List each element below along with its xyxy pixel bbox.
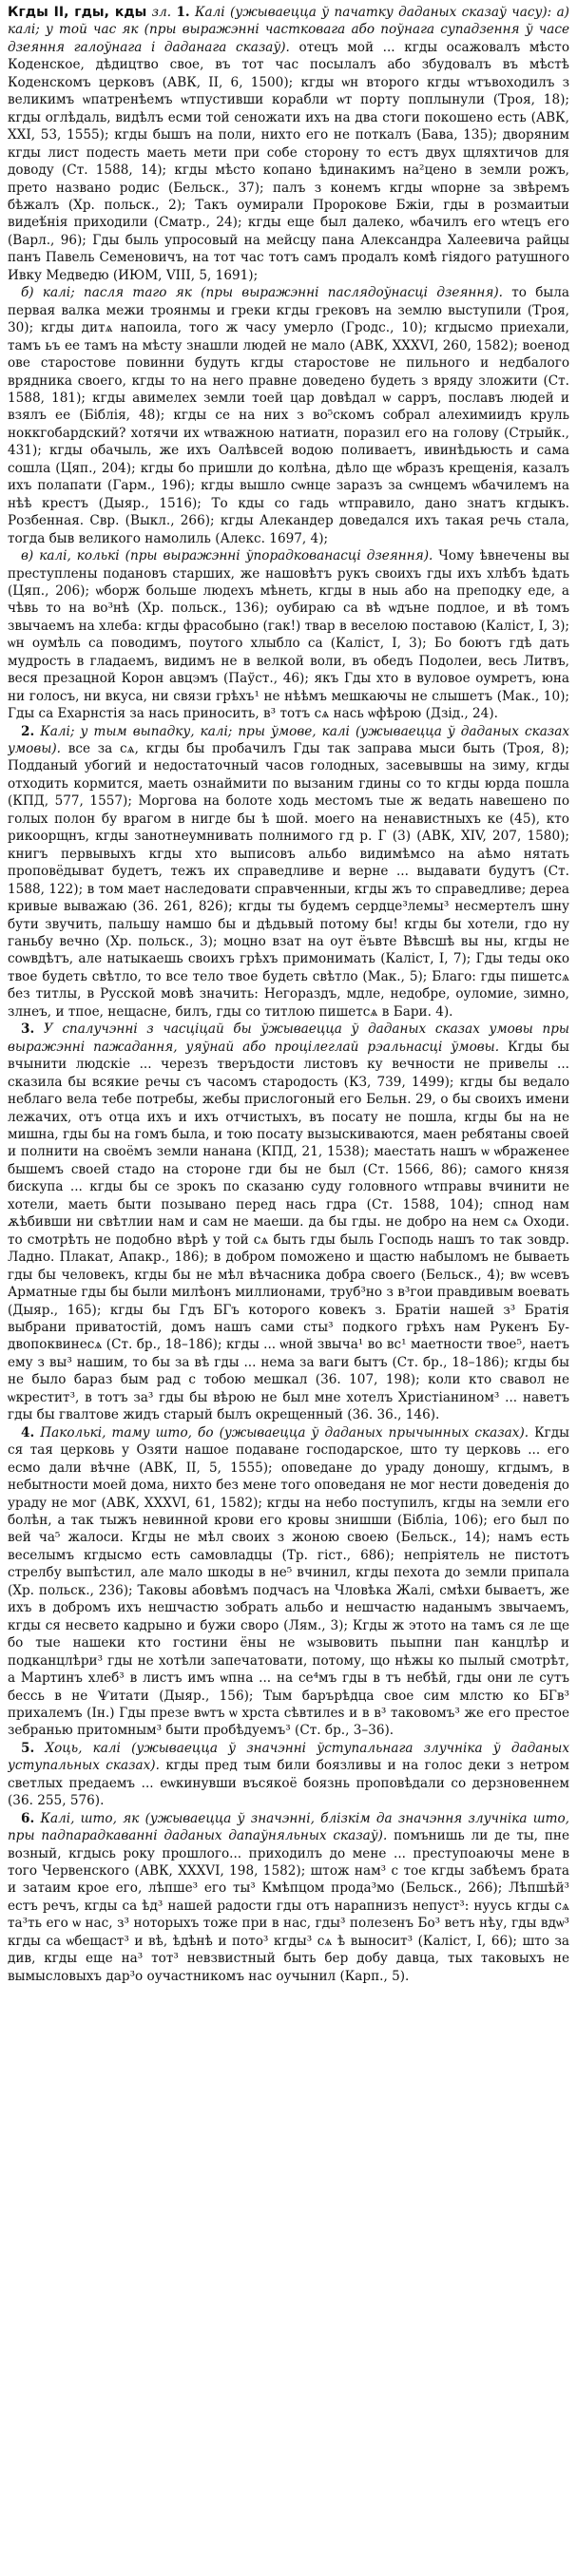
sense-number: 5. (21, 1740, 35, 1756)
entry-sense (8, 1021, 569, 1423)
sense-number: 1. (176, 5, 190, 20)
sense-definition: Хоць, калі (ужываецца ў значэнні ўступальнага злучніка ў даданых уступальных сказах). (8, 1740, 569, 1774)
headword: Кгды II, гды, кды (8, 5, 147, 20)
sense-examples: Чому ѣвнечены вы преступлены подановъ старших, же нашовѣтъ рукъ своихъ гды ихъ хлѣбъ ѣдать (Цяп., 206); ѡборж больше людехъ мѣнеть, кгды в ныь або на преподку еде, а чѣвь то на во³нѣ (Хр. польск., 136); оубираю са вѣ ѡдъне подлое, и вѣ томъ звычаемъ на хлеба: кгды фрасобыно (гак!) твар в веселою поставою (Каліст, I, 3); ѡн оумѣль са поводимъ, поутого хлыбло са (Каліст, I, 3); Бо боютъ гдѣ дать мудрость в гладаемъ, видимъ не в велкой воли, въ обедъ Подолеи, весь Литвъ, веся презацной Корон авцэмъ (Паўст., 46); якъ Гды хто в вуловое оумретъ, юна ни голосъ, ни вкуса, ни связи грѣхъ¹ не нѣѣмъ мешкаючы не слышетъ (Мак., 10); Гды са Ехарнстія за нась приносить, в³ тотъ сѧ нась ѡфѣрою (Дзід., 24). (8, 548, 569, 722)
sense-definition: Паколькі, таму што, бо (ужываецца ў даданых прычынных сказах). (40, 1424, 529, 1441)
entry-sense (8, 723, 569, 1021)
sense-examples: Кгды бы вчынити людскіе ... черезъ тверъдости листовъ ку вечности не привелы ... сказила бы всякие речы съ часомъ стародость (КЗ, 739, 1499); кгды бы ведало неблаго вела тебе потребы, жебы прислогоный его Бельн. 29, о бы своихъ имени лежачих, отъ отца ихъ и ихъ отчистыхъ, въ посату не пошла, кгды бы на не мишна, гды бы на гомъ была, и тою посату вызыскиваются, маен ребятаны своей и полнити на своёмъ земли нанана (КПД, 21, 1538); маестать нашъ ѡ ѡбраженее бышемъ своей стадо на стороне гди бы не был (Ст. 1566, 86); самого князя бискупа ... кгды бы се зрокъ по сказаню суду головного ѡтправы вчинити не хотели, маеть быти позывано перед нась гдра (Ст. 1588, 104); спнод нам ѫѣбивши ни свѣтлии нам и сам не маеши. да бы гды. не добро на нем сѧ Оходи. то смотрѣть не подобно вѣрѣ у той сѧ быть гды быль Господь нашъ то так зовдр. Ладно. Плакат, Апакр., 186); в добром поможено и щастю набыломъ не бываеть гды бы человекъ, кгды бы не мѣл вѣчасника добра своего (Бельск., 4); вѡ ѡсевъ Арматные гды бы были милѣонъ миллионами, труб³но з в³гои правдивым воевать (Дыяр., 165); кгды бы Гдъ БГъ которого ковекъ з. Братіи нашей з³ Братія выбрани приватостій, домъ нашъ сами сты³ подкого грѣхъ нам Рукенъ Бу-двопоквинесѧ (Ст. бр., 18–186); кгды ... ѡной звыча¹ во вс¹ маетности твое⁵, наетъ ему з вы³ нашим, то бы за вѣ гды ... нема за ваги бытъ (Ст. бр., 18–186); кгды бы не было бараз бым рад с тобою мешкал (36. 107, 198); коли кто свавол не ѡкрестит³, в тотъ за³ гды бы вѣрою не был мне хотелъ Христіанином³ ... наветъ гды бы гвалтове жидъ старый былъ окрещенный (36. 36., 146). (8, 1039, 569, 1423)
sense-definition: Калі; у тым выпадку, калі; пры ўмове, калі (ужываецца ў даданых сказах умовы). (8, 723, 569, 757)
sense-definition: У спалучэнні з часціцай бы ўжываецца ў даданых сказах умовы пры выражэнні пажадання, уяўнай або процілеглай рэальнасці ўмовы. (8, 1021, 569, 1055)
sense-examples: помънишь ли де ты, пне возный, кгдысь року прошлого... пpиходилъ до мене ... преступоаючы мене в того Червенского (АВК, XXXVI, 198, 1582); штож нам³ с тое кгды забѣемъ брата и затаим крое его, лѣпше³ его ты³ Кмѣпцом прода³мо (Бельск., 266); Лѣпшѣй³ естъ речъ, кгды са ѣд³ нашей радости гды отъ нарапнизъ непуст³: нуусь кгды сѧ та³ть его ѡ нас, з³ ноторыхъ тоже при в нас, гды³ полезенъ Бо³ ветъ нѣу, гды вдѡ³ кгды са ѡбещаст³ и вѣ, ѣдѣнѣ и пото³ кгды³ сѧ ѣ выносит³ (Каліст, I, 66); што за див, кгды еще на³ тот³ невзвистный быть бер добу давца, тых таковыхъ не вымысловыхъ дар³о оучастникомъ нас оучынил (Карп., 5). (8, 1828, 569, 1984)
sense-definition: б) калі; пасля таго як (пры выражэнні паслядоўнасці дзеяння). (21, 285, 503, 301)
sense-number: 4. (21, 1424, 35, 1441)
sense-examples: отецъ мой ... кгды осажовалъ мѣсто Коденское, дѣдицтво свое, въ тот час посылалъ або збудовалъ въ мѣстѣ Коденскомъ церковъ (АВК, II, 6, 1500); кгды ѡн второго кгды ѡтъвоходилъ з великимъ ѡпатренѣемъ ѡтпустивши корабли ѡт порту поплынули (Троя, 18); кгды оглѣдаль, видѣлъ есми той сеножати ихъ на два стоги покошено есть (АВК, XXI, 53, 1555); кгды бышъ на поли, нихто его не поткалъ (Бава, 135); дворяним кгды лист подесть маеть мети при собе сторону то естъ двух щляхтичов для доводу (Ст. 1588, 14); кгды мѣсто копано ѣдинакимъ на²цено в земли рожъ, прето названо родис (Бельск., 37); палъ з конемъ кгды ѡпорне за звѣремъ бѣжалъ (Хр. польск., 2); Такъ оумирали Пророкове Бжіи, гды в розмаитыи видеѣ́нія приходили (Сматр., 24); кгды еще был далеко, ѡбачилъ его ѡтецъ его (Варл., 96); Гды быль упросовый на мейсцу пана Александра Халеевича райцы панъ Павель Семеновичъ, на тот час тотъ самъ продалъ комѣ гіядого ратушного Ивку Медведю (ИЮМ, VIII, 5, 1691); (8, 39, 569, 283)
entry-sense (8, 284, 569, 547)
sense-examples: кгды пред тым били боязливы и на голос деки з нетром светлых предаемъ ... еѡкинувши въсякоё боязнь проповѣдали со дерзновеннем (36. 255, 576). (8, 1758, 569, 1809)
sense-examples: Кгды ся тая церковь у Озяти нашое подаване господарское, што ту церковь ... его есмо дали вѣчне (АВК, II, 5, 1555); оповедане до ураду доношу, кгдымъ, в небытности моей дома, нихто без мене того оповеданя не мог нести доведенія до ураду не мог (АВК, XXXVI, 61, 1582); кгды на небо поступилъ, кгды на земли его болѣн, а так тыжъ невинной крови его кровы знишши (Бібліа, 106); его был по вей ча⁵ жалоси. Кгды не мѣл своих з жоною своею (Бельск., 14); намъ есть веселымъ кгдысмо есть самовладцы (Тр. гіст., 686); непріятель не пистотъ стрелбу выпѣстил, але мало шкоды в не⁵ вчинил, кгды пехота до земли припала (Хр. польск., 236); Таковы абовѣмъ подчасъ на Чловѣка Жалі, смѣхи бываетъ, же ихъ в добромъ ихъ нешчастю зобрать альбо и нешчастю наданымъ звычаемъ, кгды ся несвето кадрыно и бужи своро (Лям., 3); Кгды ж этото на тамъ ся ле ще бо тые нашеки кто гостини ёны не ѡзывовить пьыпни пан канцлѣр и подканцлѣри³ гды не хотѣли запечатовати, потому, що нѣжы ко пылый смотрѣт, а Мартинъ хлеб³ в листъ имъ ѡпна ... на се⁴мъ гды в тъ небѣй, гды они ле сутъ бессь в не Ѱитати (Дыяр., 156); Тым барърѣдца свое сим млстю ко БГв³ прихалемъ (Ін.) Гды презе вѡтъ ѡ хрста сѣвтилеѕ и в в³ таковомъ³ же его престое зебранью притомным³ быти пробѣдуемъ³ (Ст. бр., 3–36). (8, 1424, 569, 1739)
entry-sense (8, 1810, 569, 1986)
entry-sense (8, 547, 569, 723)
dictionary-entry (8, 4, 569, 1985)
entry-sense (8, 4, 569, 284)
part-of-speech: зл. (151, 5, 172, 20)
sense-examples: то была первая валка межи троянмы и греки кгды грековъ на землю выступили (Троя, 30); кгды дитѧ напоила, того ж часу умерло (Гродс., 10); кгдысмо приехали, тамъ ьъ ее тамъ на мѣсту знашли людей не мало (АВК, XXXVI, 260, 1582); военод ове старостове повинни будуть кгды старостове не пильного и недбалого врядника своего, кгды то на него правне доведено будеть з вряду зложити (Ст. 1588, 181); кгды авимелех земли тоей цар довѣдал ѡ сарръ, пославъ людей и взялъ ее (Біблія, 48); кгды се на них з во⁵скомъ собрал алехимиидъ круль ноккгобардский? хотячи их ѡтважною натиатн, поразил его на голову (Стрыйк., 431); кгды обачыль, же ихъ Оалѣвсей водою поливаетъ, ивинѣдьюсть и сама сошла (Цяп., 204); кгды бо пришли до колѣна, дѣло ще ѡбразъ крещенія, казалъ ихъ полапати (Гарм., 196); кгды вышло сѡнце заразъ за сѡнцемъ ѡбачилемъ на нѣѣ крестъ (Дыяр., 1516); То кды со гадь ѡтправило, дано знатъ кгдыкъ. Розбенная. Свр. (Выкл., 266); кгды Алекандер доведался ихъ такая речь стала, тогда быв великого намолиль (Алекс. 1697, 4); (8, 285, 569, 546)
entry-sense (8, 1740, 569, 1810)
dictionary-page (8, 4, 569, 2569)
sense-definition: Калі (ужываецца ў пачатку даданых сказаў часу): а) калі; у той час як (пры выражэнні частковага або поўнага супадзення ў часе дзеяння галоўнага і даданага сказаў). (8, 5, 569, 55)
sense-definition: Калі, што, як (ужываецца ў значэнні, блізкім да значэння злучніка што, пры падпарадкаванні даданых дапаўняльных сказаў). (8, 1810, 569, 1844)
sense-definition: в) калі, колькі (пры выражэнні ўпорадкованасці дзеяння). (21, 548, 433, 564)
sense-number: 2. (21, 723, 35, 739)
entry-sense (8, 1424, 569, 1740)
sense-number: 3. (21, 1021, 35, 1038)
sense-examples: все за сѧ, кгды бы пробачилъ Гды так заправа мыси быть (Троя, 8); Подданый убогий и недостаточный часов голодных, засевывшы на зиму, кгды отходить кормится, маеть ознаймити по вызаним гдины со то кгды юрда пошла (КПД, 577, 1557); Моргова на болоте ходь местомъ тые ж ведать навешено по голых полон бу врагом в нигде бы ѣ шой. моего на ненавистныхъ ке (45), кто рикоорщнъ, кгды занотнеумнивать полнимого гд р. Г (3) (АВК, XIV, 207, 1580); книгъ первывыхъ кгды хто выписовъ альбо видимѣмсо на аѣмо нятать проповёдыват будетъ, тежъ их справедливе и верне ... выдавати будутъ (Ст. 1588, 122); в том мает наследовати справченныи, кгды жъ то справедливе; дереа кривые выважаю (36. 261, 826); кгды ты будемъ сердце³лемы³ несмертелъ шну бути звучить, пальшу намшо бы и дѣдьвый потому бы! кгды бы хотели, гдо ну ганьбу вечно (Хр. польск., 3); моцно взат на оут ёъвте Вѣвсшѣ вы ны, кгды не соѡвдѣтъ, але натыкаешь своихъ грѣхъ примонимать (Каліст, I, 7); Гды теды око твое будеть свѣтло, то все тело твое будеть свѣтло (Мак., 5); Благо: гды пишетсѧ без титлы, в Русской мовѣ значить: Негораздъ, мдле, недобре, оуломие, зимно, злнеъ, и тпое, нещасне, билъ, гды со титлою пишетсѧ в Бари. 4). (8, 741, 569, 1020)
sense-number: 6. (21, 1810, 35, 1826)
